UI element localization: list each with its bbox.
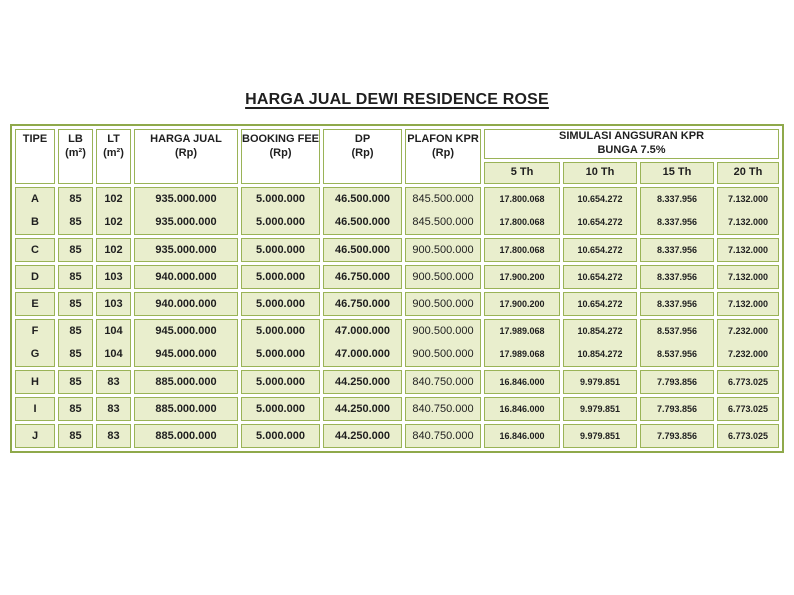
col-header-lt [96,129,131,184]
col-header-unit: (Rp) [351,146,374,159]
col-header-tenor-10th: 10 Th [563,162,637,184]
cell-value: 17.900.200 [499,272,545,282]
cell-value: F [31,325,39,337]
table-row-group [15,424,779,448]
cell-value: 5.000.000 [256,376,305,388]
cell-value: 85 [69,325,82,337]
cell-value: 10.654.272 [577,194,623,204]
cell-value: 83 [107,403,120,415]
cell-tipe [15,265,55,289]
cell-tipe [15,292,55,316]
cell-plafon [405,238,481,262]
cell-angsuran_5th [484,319,560,367]
cell-value: 85 [69,403,82,415]
cell-angsuran_15th [640,370,714,394]
cell-value: 7.132.000 [727,217,769,227]
cell-tipe [15,187,55,235]
cell-tipe [15,397,55,421]
cell-value: 5.000.000 [256,193,305,205]
cell-booking [241,424,320,448]
cell-value: D [31,271,39,283]
cell-angsuran_10th [563,292,637,316]
cell-angsuran_15th [640,424,714,448]
cell-value: J [31,430,39,442]
cell-value: 8.337.956 [656,245,698,255]
cell-value: B [31,216,39,228]
cell-angsuran_20th [717,370,779,394]
cell-value: 10.854.272 [577,349,623,359]
table-row-group [15,292,779,316]
page-title-text: HARGA JUAL DEWI RESIDENCE ROSE [245,91,549,108]
cell-value: 104 [104,348,123,360]
price-table [10,124,784,453]
cell-value: 85 [69,298,82,310]
cell-value: A [31,193,39,205]
cell-value: 85 [69,244,82,256]
cell-value: 935.000.000 [155,193,217,205]
col-header-label: TIPE [22,133,48,145]
cell-lb [58,265,93,289]
cell-angsuran_20th [717,265,779,289]
cell-lb [58,424,93,448]
cell-value: 8.337.956 [656,299,698,309]
cell-dp [323,397,402,421]
cell-value: 17.900.200 [499,299,545,309]
col-header-unit: (m²) [103,146,124,159]
cell-tipe [15,319,55,367]
cell-value: 885.000.000 [155,430,217,442]
cell-lt [96,187,131,235]
cell-angsuran_5th [484,370,560,394]
cell-value: 5.000.000 [256,298,305,310]
cell-angsuran_10th [563,319,637,367]
cell-dp [323,292,402,316]
table-row-group [15,397,779,421]
table-row-group [15,319,779,367]
col-header-unit: (m²) [65,146,86,159]
cell-value: E [31,298,39,310]
cell-plafon [405,424,481,448]
cell-value: 8.337.956 [656,272,698,282]
cell-plafon [405,370,481,394]
cell-angsuran_15th [640,187,714,235]
cell-angsuran_10th [563,238,637,262]
cell-value: 7.132.000 [727,194,769,204]
table-body [15,187,779,448]
cell-value: 840.750.000 [412,403,474,415]
cell-lt [96,319,131,367]
col-header-unit: (Rp) [269,146,292,159]
cell-lb [58,238,93,262]
cell-dp [323,370,402,394]
cell-value: 840.750.000 [412,430,474,442]
col-header-label: BOOKING FEE [242,133,320,145]
col-header-label: LT [107,133,120,145]
cell-value: 85 [69,348,82,360]
cell-value: 47.000.000 [334,348,391,360]
cell-value: 102 [104,216,123,228]
col-header-tenor-15th: 15 Th [640,162,714,184]
cell-tipe [15,238,55,262]
cell-value: 9.979.851 [579,377,621,387]
cell-plafon [405,187,481,235]
cell-booking [241,319,320,367]
table-row-group [15,238,779,262]
cell-value: 16.846.000 [499,404,545,414]
cell-value: 46.500.000 [334,216,391,228]
cell-value: G [30,348,40,360]
cell-value: 7.793.856 [656,404,698,414]
cell-value: 5.000.000 [256,271,305,283]
cell-angsuran_10th [563,265,637,289]
cell-value: 16.846.000 [499,377,545,387]
cell-value: 7.793.856 [656,377,698,387]
cell-value: 46.750.000 [334,271,391,283]
cell-angsuran_15th [640,319,714,367]
col-header-simulasi-angsuran [484,129,779,159]
cell-plafon [405,292,481,316]
cell-value: 8.337.956 [656,217,698,227]
cell-value: 17.800.068 [499,217,545,227]
cell-angsuran_10th [563,397,637,421]
cell-lt [96,424,131,448]
cell-angsuran_20th [717,424,779,448]
page-title [0,91,794,109]
cell-value: 10.654.272 [577,217,623,227]
cell-value: 102 [104,193,123,205]
cell-booking [241,265,320,289]
cell-dp [323,187,402,235]
table-header [15,129,779,184]
cell-lt [96,292,131,316]
cell-value: 5.000.000 [256,325,305,337]
cell-lb [58,292,93,316]
cell-tipe [15,370,55,394]
cell-value: 5.000.000 [256,348,305,360]
cell-dp [323,238,402,262]
cell-value: 85 [69,216,82,228]
cell-value: 900.500.000 [412,298,474,310]
cell-angsuran_5th [484,292,560,316]
cell-value: 940.000.000 [155,298,217,310]
cell-harga [134,424,238,448]
cell-lt [96,397,131,421]
col-header-label: DP [354,133,371,145]
cell-value: 85 [69,193,82,205]
cell-harga [134,292,238,316]
cell-value: 83 [107,376,120,388]
simulasi-header-line2: BUNGA 7.5% [597,144,666,156]
cell-value: 885.000.000 [155,376,217,388]
cell-angsuran_15th [640,292,714,316]
cell-value: 17.800.068 [499,194,545,204]
cell-value: 900.500.000 [412,244,474,256]
cell-angsuran_20th [717,397,779,421]
table-row-group [15,187,779,235]
cell-value: 85 [69,376,82,388]
cell-booking [241,238,320,262]
cell-value: C [31,244,39,256]
cell-angsuran_5th [484,424,560,448]
col-header-label: LB [68,133,83,145]
cell-angsuran_20th [717,319,779,367]
cell-value: 85 [69,271,82,283]
cell-value: 5.000.000 [256,430,305,442]
col-header-plafon-kpr [405,129,481,184]
cell-dp [323,265,402,289]
cell-value: 900.500.000 [412,271,474,283]
cell-value: 46.500.000 [334,193,391,205]
cell-value: 9.979.851 [579,404,621,414]
cell-angsuran_10th [563,370,637,394]
cell-value: 7.132.000 [727,299,769,309]
cell-harga [134,265,238,289]
cell-harga [134,319,238,367]
col-header-tipe [15,129,55,184]
cell-harga [134,397,238,421]
cell-booking [241,370,320,394]
simulasi-header-line1: SIMULASI ANGSURAN KPR [558,130,705,143]
cell-value: 6.773.025 [727,377,769,387]
cell-value: 17.800.068 [499,245,545,255]
cell-value: 6.773.025 [727,404,769,414]
cell-value: 9.979.851 [579,431,621,441]
cell-plafon [405,319,481,367]
cell-value: 103 [104,271,123,283]
cell-value: 945.000.000 [155,348,217,360]
cell-value: 85 [69,430,82,442]
cell-value: 5.000.000 [256,403,305,415]
cell-booking [241,187,320,235]
cell-angsuran_20th [717,238,779,262]
cell-value: 44.250.000 [334,403,391,415]
cell-lb [58,370,93,394]
cell-lt [96,265,131,289]
cell-angsuran_15th [640,397,714,421]
cell-tipe [15,424,55,448]
cell-value: 845.500.000 [412,216,474,228]
cell-angsuran_10th [563,187,637,235]
cell-harga [134,370,238,394]
cell-value: 44.250.000 [334,430,391,442]
cell-value: 7.793.856 [656,431,698,441]
col-header-booking-fee [241,129,320,184]
cell-value: 885.000.000 [155,403,217,415]
cell-value: 8.537.956 [656,349,698,359]
cell-value: 945.000.000 [155,325,217,337]
cell-angsuran_5th [484,187,560,235]
cell-angsuran_15th [640,238,714,262]
cell-value: 47.000.000 [334,325,391,337]
cell-angsuran_10th [563,424,637,448]
cell-value: 935.000.000 [155,216,217,228]
cell-booking [241,292,320,316]
col-header-unit: (Rp) [175,146,197,159]
cell-angsuran_5th [484,238,560,262]
cell-value: 46.500.000 [334,244,391,256]
cell-angsuran_20th [717,292,779,316]
cell-angsuran_5th [484,397,560,421]
cell-value: 44.250.000 [334,376,391,388]
cell-value: 935.000.000 [155,244,217,256]
cell-value: 83 [107,430,120,442]
cell-value: 10.854.272 [577,326,623,336]
cell-harga [134,238,238,262]
table-row-group [15,265,779,289]
col-header-lb [58,129,93,184]
cell-value: 900.500.000 [412,348,474,360]
cell-value: 5.000.000 [256,216,305,228]
col-header-harga-jual [134,129,238,184]
cell-angsuran_15th [640,265,714,289]
cell-value: 840.750.000 [412,376,474,388]
cell-value: 940.000.000 [155,271,217,283]
cell-plafon [405,265,481,289]
cell-plafon [405,397,481,421]
col-header-dp [323,129,402,184]
col-header-unit: (Rp) [432,146,455,159]
cell-value: 104 [104,325,123,337]
cell-value: 102 [104,244,123,256]
col-header-tenor-5th: 5 Th [484,162,560,184]
cell-value: 46.750.000 [334,298,391,310]
cell-booking [241,397,320,421]
cell-value: H [31,376,39,388]
cell-value: 10.654.272 [577,272,623,282]
cell-lt [96,370,131,394]
col-header-label: HARGA JUAL [150,133,222,145]
col-header-label: PLAFON KPR [407,133,479,145]
cell-value: 7.232.000 [727,349,769,359]
cell-lb [58,397,93,421]
cell-value: 5.000.000 [256,244,305,256]
cell-value: 900.500.000 [412,325,474,337]
cell-value: 7.232.000 [727,326,769,336]
cell-value: 17.989.068 [499,326,545,336]
cell-value: 845.500.000 [412,193,474,205]
cell-lb [58,319,93,367]
cell-value: 6.773.025 [727,431,769,441]
cell-angsuran_5th [484,265,560,289]
cell-value: 16.846.000 [499,431,545,441]
cell-value: 10.654.272 [577,245,623,255]
col-header-tenor-20th: 20 Th [717,162,779,184]
cell-value: 17.989.068 [499,349,545,359]
cell-value: 10.654.272 [577,299,623,309]
cell-angsuran_20th [717,187,779,235]
cell-value: 7.132.000 [727,272,769,282]
cell-dp [323,424,402,448]
cell-value: 8.337.956 [656,194,698,204]
cell-lt [96,238,131,262]
cell-dp [323,319,402,367]
cell-value: I [33,403,37,415]
cell-value: 8.537.956 [656,326,698,336]
cell-value: 7.132.000 [727,245,769,255]
cell-value: 103 [104,298,123,310]
cell-harga [134,187,238,235]
cell-lb [58,187,93,235]
table-row-group [15,370,779,394]
